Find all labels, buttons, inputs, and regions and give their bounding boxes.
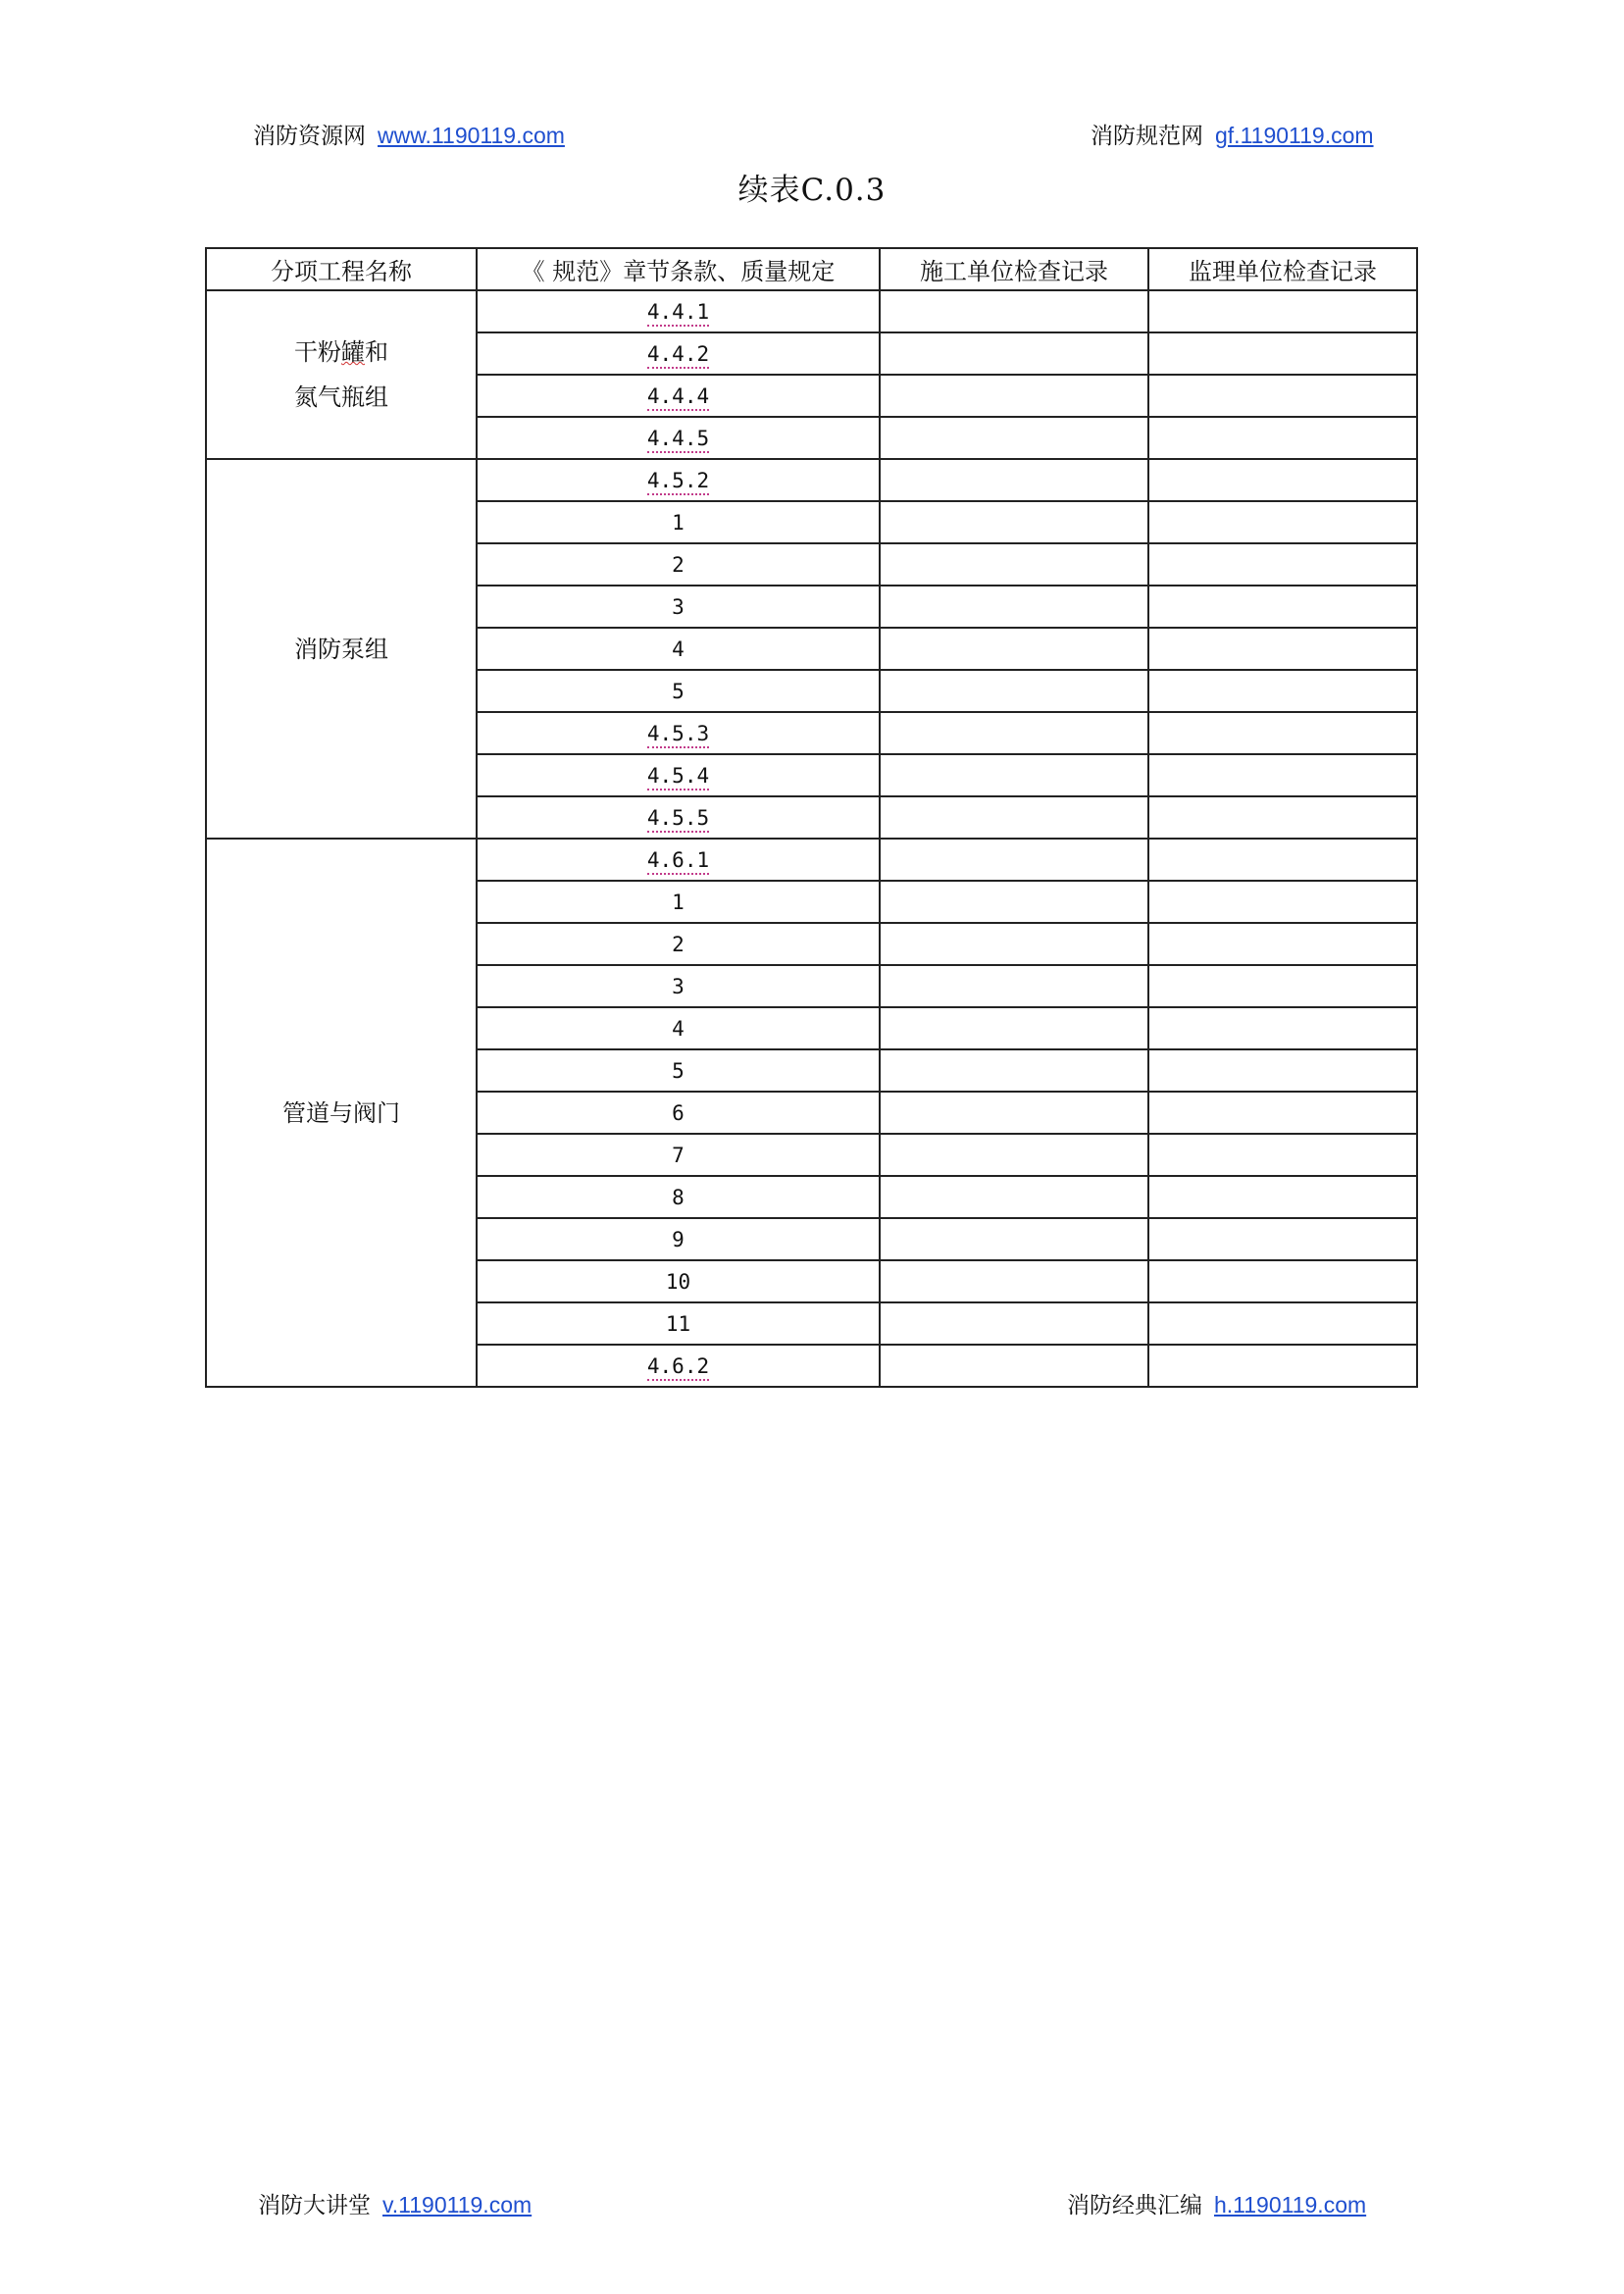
project-name-line: 管道与阀门 <box>282 1098 400 1127</box>
supervisor-record-cell[interactable] <box>1148 1007 1417 1049</box>
clause-cell <box>477 923 880 965</box>
clause-text: 4 <box>672 637 685 661</box>
clause-text: 4.5.3 <box>647 722 709 748</box>
clause-cell <box>477 543 880 586</box>
contractor-record-cell[interactable] <box>880 586 1148 628</box>
clause-cell <box>477 1218 880 1260</box>
clause-text: 1 <box>672 890 685 914</box>
clause-cell <box>477 1049 880 1092</box>
table-row <box>206 290 1417 332</box>
supervisor-record-cell[interactable] <box>1148 1345 1417 1387</box>
clause-cell <box>477 417 880 459</box>
clause-text: 4.5.4 <box>647 764 709 790</box>
contractor-record-cell[interactable] <box>880 628 1148 670</box>
clause-cell <box>477 628 880 670</box>
column-header-supervisor-record: 监理单位检查记录 <box>1148 248 1417 290</box>
supervisor-record-cell[interactable] <box>1148 375 1417 417</box>
supervisor-record-cell[interactable] <box>1148 1218 1417 1260</box>
column-header-contractor-record: 施工单位检查记录 <box>880 248 1148 290</box>
supervisor-record-cell[interactable] <box>1148 754 1417 796</box>
contractor-record-cell[interactable] <box>880 1007 1148 1049</box>
clause-text: 10 <box>665 1269 691 1294</box>
project-name-cell <box>206 839 477 1387</box>
contractor-record-cell[interactable] <box>880 1134 1148 1176</box>
contractor-record-cell[interactable] <box>880 1345 1148 1387</box>
footer-left-label: 消防大讲堂 <box>258 2193 371 2218</box>
table-row <box>206 459 1417 501</box>
clause-cell <box>477 501 880 543</box>
footer-right-link[interactable]: h.1190119.com <box>1214 2192 1367 2218</box>
contractor-record-cell[interactable] <box>880 1049 1148 1092</box>
column-header-clause: 《 规范》章节条款、质量规定 <box>477 248 880 290</box>
clause-text: 4.6.2 <box>647 1354 709 1381</box>
footer-right-label: 消防经典汇编 <box>1067 2193 1202 2218</box>
supervisor-record-cell[interactable] <box>1148 1302 1417 1345</box>
project-name-line <box>207 330 476 375</box>
clause-cell <box>477 1345 880 1387</box>
supervisor-record-cell[interactable] <box>1148 712 1417 754</box>
supervisor-record-cell[interactable] <box>1148 290 1417 332</box>
contractor-record-cell[interactable] <box>880 501 1148 543</box>
clause-cell <box>477 586 880 628</box>
clause-cell <box>477 839 880 881</box>
clause-text: 4.4.1 <box>647 300 709 327</box>
contractor-record-cell[interactable] <box>880 543 1148 586</box>
table-body <box>206 290 1417 1387</box>
table-title: 续表C.0.3 <box>737 173 887 208</box>
supervisor-record-cell[interactable] <box>1148 839 1417 881</box>
clause-text: 7 <box>672 1143 685 1167</box>
project-name-text: 罐 <box>341 338 365 366</box>
table-row <box>206 839 1417 881</box>
contractor-record-cell[interactable] <box>880 375 1148 417</box>
clause-text: 2 <box>672 552 685 577</box>
clause-cell <box>477 1260 880 1302</box>
contractor-record-cell[interactable] <box>880 1302 1148 1345</box>
clause-text: 9 <box>672 1227 685 1251</box>
clause-text: 5 <box>672 1058 685 1083</box>
clause-text: 6 <box>672 1100 685 1125</box>
clause-cell <box>477 290 880 332</box>
project-name-line: 消防泵组 <box>294 635 388 663</box>
supervisor-record-cell[interactable] <box>1148 417 1417 459</box>
supervisor-record-cell[interactable] <box>1148 1049 1417 1092</box>
column-header-project-name: 分项工程名称 <box>206 248 477 290</box>
header-right-link[interactable]: gf.1190119.com <box>1215 123 1374 148</box>
clause-text: 2 <box>672 932 685 956</box>
clause-text: 4.4.4 <box>647 384 709 411</box>
contractor-record-cell[interactable] <box>880 923 1148 965</box>
contractor-record-cell[interactable] <box>880 1218 1148 1260</box>
supervisor-record-cell[interactable] <box>1148 965 1417 1007</box>
project-name-text: 和 <box>365 338 388 366</box>
clause-text: 4.6.1 <box>647 848 709 875</box>
supervisor-record-cell[interactable] <box>1148 586 1417 628</box>
clause-cell <box>477 332 880 375</box>
supervisor-record-cell[interactable] <box>1148 881 1417 923</box>
clause-text: 8 <box>672 1185 685 1209</box>
supervisor-record-cell[interactable] <box>1148 628 1417 670</box>
clause-cell <box>477 796 880 839</box>
contractor-record-cell[interactable] <box>880 417 1148 459</box>
footer-left <box>258 2190 532 2220</box>
contractor-record-cell[interactable] <box>880 290 1148 332</box>
supervisor-record-cell[interactable] <box>1148 1176 1417 1218</box>
clause-text: 3 <box>672 974 685 998</box>
supervisor-record-cell[interactable] <box>1148 543 1417 586</box>
clause-cell <box>477 670 880 712</box>
project-name-cell <box>206 290 477 459</box>
supervisor-record-cell[interactable] <box>1148 923 1417 965</box>
clause-text: 4.4.5 <box>647 427 709 453</box>
clause-cell <box>477 459 880 501</box>
contractor-record-cell[interactable] <box>880 670 1148 712</box>
contractor-record-cell[interactable] <box>880 1260 1148 1302</box>
supervisor-record-cell[interactable] <box>1148 1260 1417 1302</box>
table-header-row <box>206 248 1417 290</box>
clause-cell <box>477 1176 880 1218</box>
contractor-record-cell[interactable] <box>880 332 1148 375</box>
contractor-record-cell[interactable] <box>880 712 1148 754</box>
project-name-line: 氮气瓶组 <box>294 383 388 411</box>
project-name-cell <box>206 459 477 839</box>
header-right-label: 消防规范网 <box>1091 124 1203 149</box>
header-right <box>1091 121 1374 151</box>
clause-cell <box>477 965 880 1007</box>
footer-left-link[interactable]: v.1190119.com <box>382 2192 533 2218</box>
header-left-label: 消防资源网 <box>253 124 366 149</box>
contractor-record-cell[interactable] <box>880 796 1148 839</box>
clause-cell <box>477 712 880 754</box>
inspection-record-table <box>205 247 1418 1388</box>
header-left <box>253 121 565 151</box>
footer-right <box>1067 2190 1366 2220</box>
clause-cell <box>477 881 880 923</box>
clause-text: 3 <box>672 594 685 619</box>
clause-text: 4.4.2 <box>647 342 709 369</box>
supervisor-record-cell[interactable] <box>1148 501 1417 543</box>
contractor-record-cell[interactable] <box>880 839 1148 881</box>
supervisor-record-cell[interactable] <box>1148 1134 1417 1176</box>
supervisor-record-cell[interactable] <box>1148 1092 1417 1134</box>
project-name-text: 干粉 <box>294 338 341 366</box>
clause-text: 4.5.5 <box>647 806 709 833</box>
contractor-record-cell[interactable] <box>880 754 1148 796</box>
contractor-record-cell[interactable] <box>880 881 1148 923</box>
clause-text: 4.5.2 <box>647 469 709 495</box>
clause-cell <box>477 1007 880 1049</box>
clause-cell <box>477 1092 880 1134</box>
header-left-link[interactable]: www.1190119.com <box>378 123 565 148</box>
clause-text: 4 <box>672 1016 685 1041</box>
supervisor-record-cell[interactable] <box>1148 670 1417 712</box>
clause-cell <box>477 1302 880 1345</box>
contractor-record-cell[interactable] <box>880 965 1148 1007</box>
contractor-record-cell[interactable] <box>880 1176 1148 1218</box>
contractor-record-cell[interactable] <box>880 1092 1148 1134</box>
clause-cell <box>477 754 880 796</box>
clause-cell <box>477 375 880 417</box>
contractor-record-cell[interactable] <box>880 459 1148 501</box>
clause-text: 11 <box>665 1311 691 1336</box>
clause-text: 5 <box>672 679 685 703</box>
clause-text: 1 <box>672 510 685 535</box>
supervisor-record-cell[interactable] <box>1148 332 1417 375</box>
supervisor-record-cell[interactable] <box>1148 459 1417 501</box>
supervisor-record-cell[interactable] <box>1148 796 1417 839</box>
clause-cell <box>477 1134 880 1176</box>
